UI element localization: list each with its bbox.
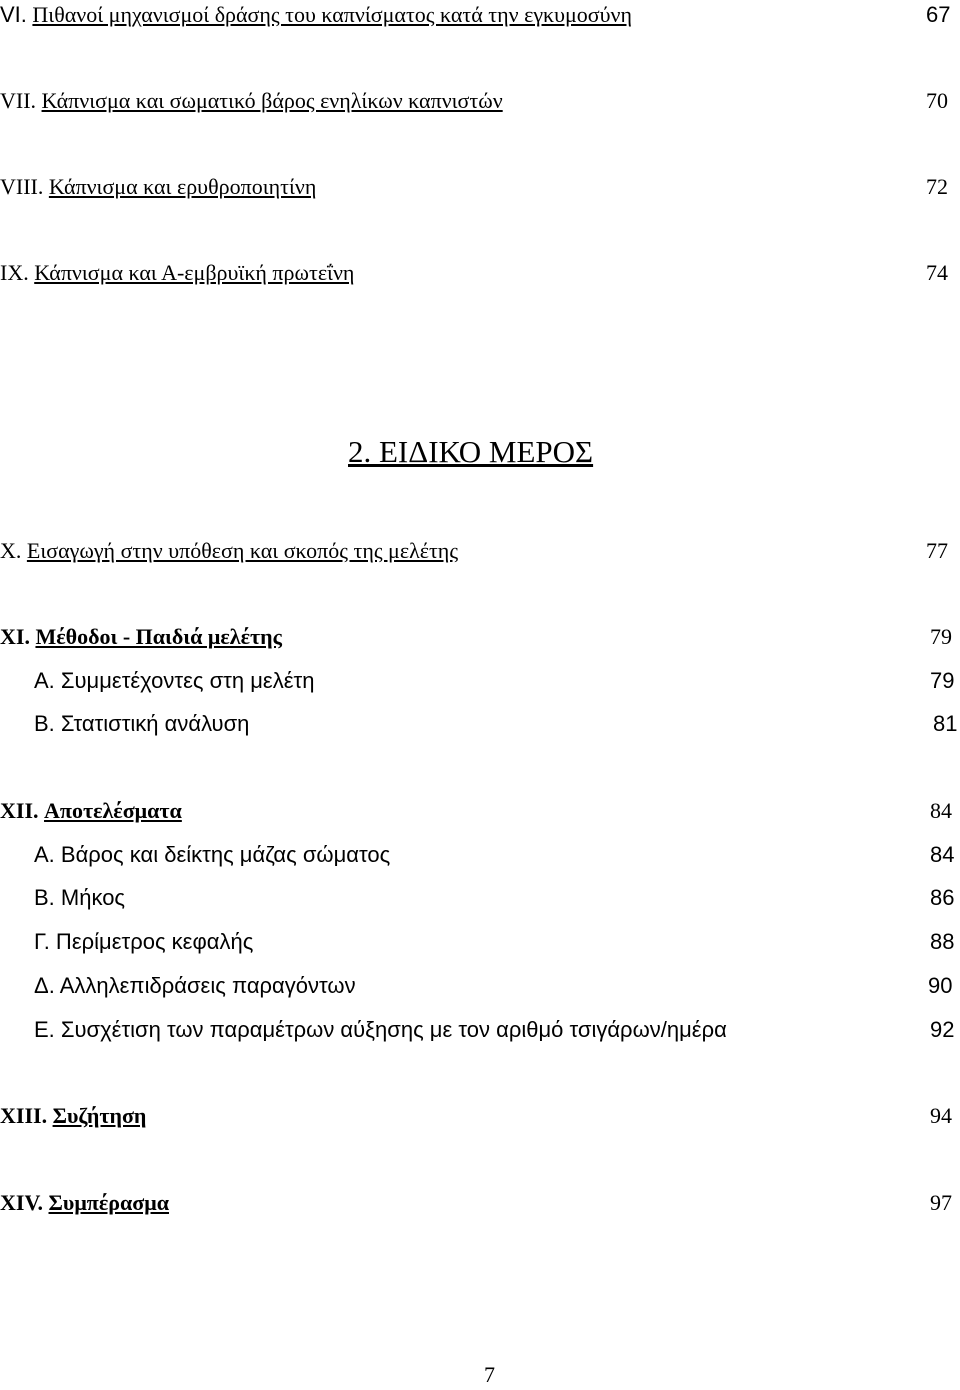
toc-entry-number: XI.	[0, 624, 30, 649]
toc-entry-number: X.	[0, 538, 22, 563]
toc-entry-page: 74	[926, 260, 948, 285]
toc-subentry-page: 84	[930, 842, 955, 867]
toc-entry-ix[interactable]	[0, 258, 960, 288]
toc-entry-page: 70	[926, 88, 948, 113]
toc-subentry[interactable]	[0, 666, 960, 696]
toc-entry-page: 84	[930, 798, 952, 823]
toc-entry-xiii[interactable]	[0, 1101, 960, 1131]
toc-entry-x[interactable]	[0, 536, 960, 566]
toc-entry-title[interactable]: Κάπνισμα και σωματικό βάρος ενηλίκων καπνιστών	[41, 88, 503, 113]
toc-subentry-page: 88	[930, 929, 955, 954]
toc-entry-title[interactable]: Συμπέρασμα	[48, 1190, 170, 1215]
toc-entry-number: VII.	[0, 88, 37, 113]
toc-entry-page: 97	[930, 1190, 952, 1215]
toc-entry-title[interactable]: Κάπνισμα και Α-εμβρυϊκή πρωτεΐνη	[34, 260, 355, 285]
toc-subentry[interactable]	[0, 927, 960, 957]
toc-entry-number: VI.	[0, 2, 27, 27]
toc-subentry-label[interactable]: Α. Συμμετέχοντες στη μελέτη	[34, 668, 315, 693]
toc-subentry-page: 90	[928, 973, 953, 998]
toc-subentry[interactable]	[0, 1015, 960, 1045]
toc-subentry-label[interactable]: Ε. Συσχέτιση των παραμέτρων αύξησης με τον αριθμό τσιγάρων/ημέρα	[34, 1017, 727, 1042]
toc-entry-number: IX.	[0, 260, 29, 285]
toc-entry-number: XIII.	[0, 1103, 48, 1128]
toc-entry-vii[interactable]	[0, 86, 960, 116]
section-heading: 2. ΕΙΔΙΚΟ ΜΕΡΟΣ	[348, 434, 594, 469]
toc-subentry-label[interactable]: Γ. Περίμετρος κεφαλής	[34, 929, 254, 954]
toc-subentry[interactable]	[0, 840, 960, 870]
page-number: 7	[484, 1362, 495, 1387]
toc-entry-title[interactable]: Εισαγωγή στην υπόθεση και σκοπός της μελέτης	[26, 538, 459, 563]
toc-entry-viii[interactable]	[0, 172, 960, 202]
toc-subentry-page: 79	[930, 668, 955, 693]
toc-entry-title[interactable]: Συζήτηση	[52, 1103, 147, 1128]
toc-subentry[interactable]	[0, 971, 960, 1001]
toc-entry-title[interactable]: Αποτελέσματα	[44, 798, 182, 823]
toc-entry-page: 72	[926, 174, 948, 199]
toc-entry-number: XII.	[0, 798, 39, 823]
toc-entry-page: 79	[930, 624, 952, 649]
toc-entry-title[interactable]: Κάπνισμα και ερυθροποιητίνη	[48, 174, 317, 199]
toc-entry-page: 94	[930, 1103, 952, 1128]
toc-subentry-page: 92	[930, 1017, 955, 1042]
toc-subentry-label[interactable]: Δ. Αλληλεπιδράσεις παραγόντων	[34, 973, 356, 998]
toc-entry-number: XIV.	[0, 1190, 44, 1215]
toc-entry-title[interactable]: Πιθανοί μηχανισμοί δράσης του καπνίσματος κατά την εγκυμοσύνη	[32, 2, 633, 27]
toc-subentry-page: 86	[930, 885, 955, 910]
toc-entry-page: 77	[926, 538, 948, 563]
toc-entry-number: VIII.	[0, 174, 44, 199]
toc-subentry-page: 81	[933, 711, 958, 736]
toc-entry-xiv[interactable]	[0, 1188, 960, 1218]
toc-entry-page: 67	[926, 2, 951, 27]
toc-entry-vi[interactable]	[0, 0, 960, 30]
toc-entry-xii[interactable]	[0, 796, 960, 826]
toc-entry-title[interactable]: Μέθοδοι - Παιδιά μελέτης	[35, 624, 282, 649]
toc-subentry-label[interactable]: Β. Μήκος	[34, 885, 126, 910]
toc-subentry[interactable]	[0, 709, 960, 739]
toc-entry-xi[interactable]	[0, 622, 960, 652]
toc-subentry-label[interactable]: Α. Βάρος και δείκτης μάζας σώματος	[34, 842, 391, 867]
toc-subentry-label[interactable]: Β. Στατιστική ανάλυση	[34, 711, 250, 736]
toc-subentry[interactable]	[0, 883, 960, 913]
